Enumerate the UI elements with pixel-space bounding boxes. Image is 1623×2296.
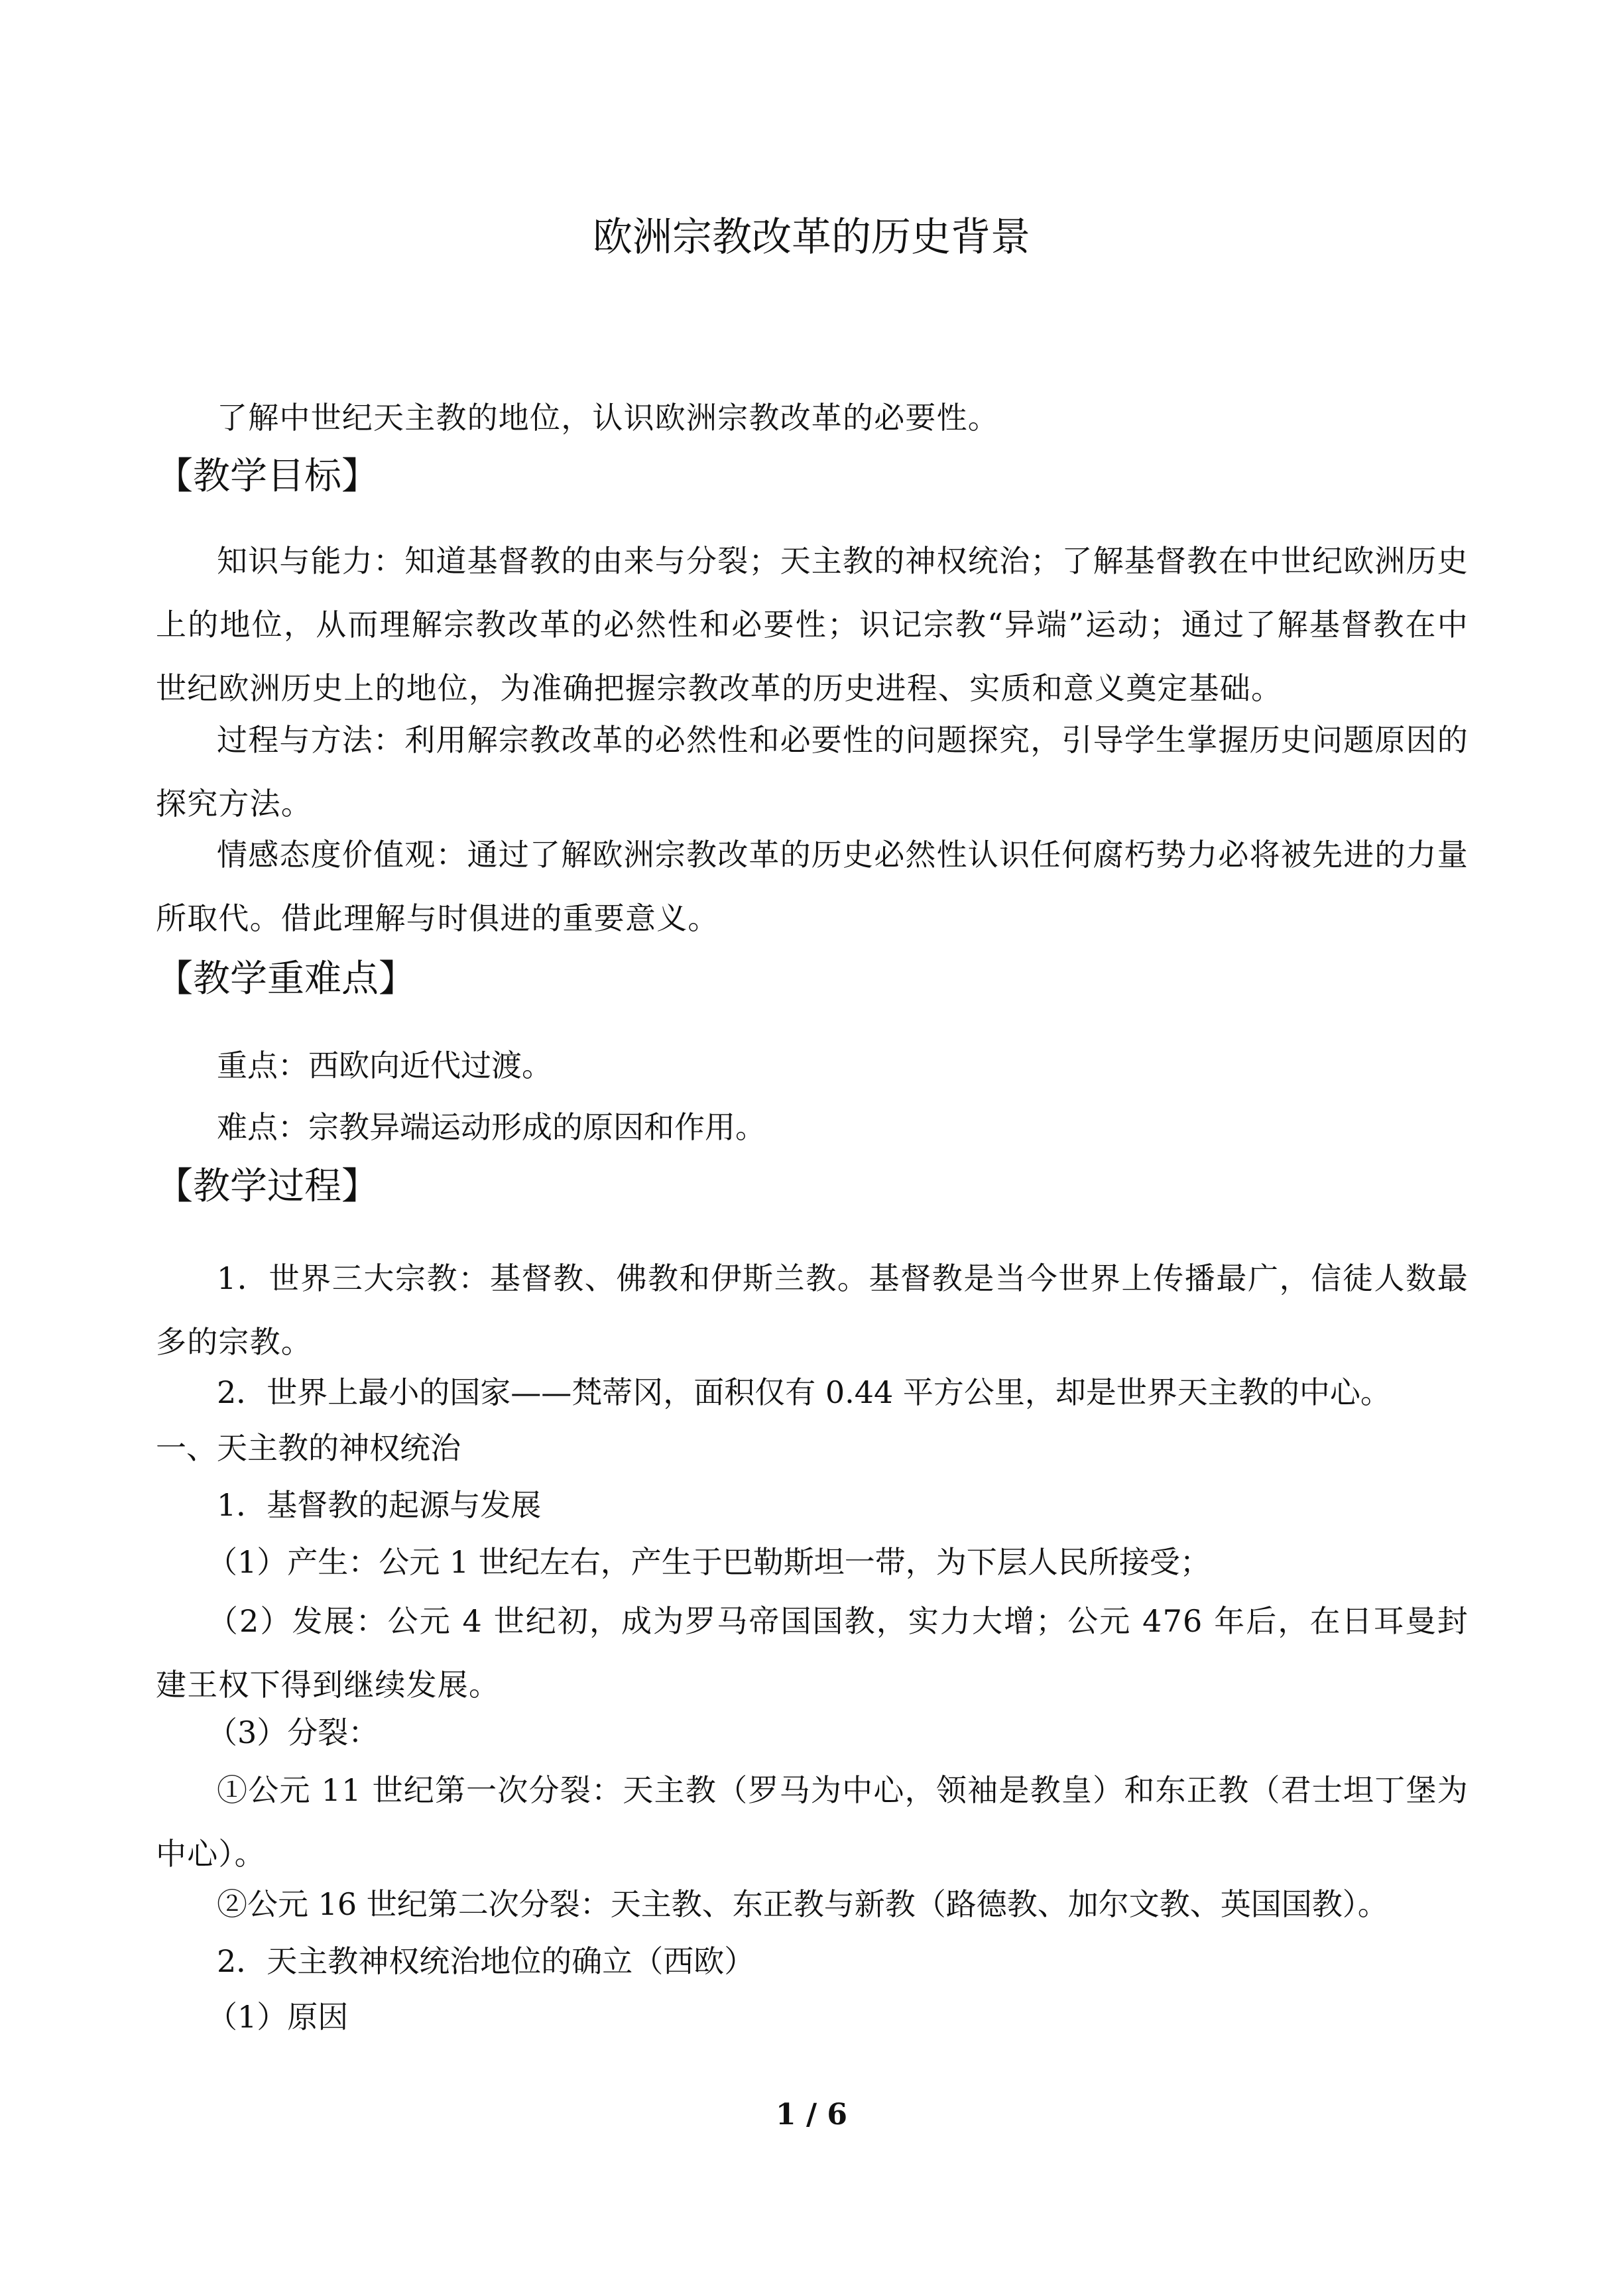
subsection-2-heading: 2．天主教神权统治地位的确立（西欧） — [217, 1943, 755, 1979]
process-p1-paragraph — [156, 1246, 1469, 1374]
objectives-heading: 【教学目标】 — [156, 455, 379, 498]
process-p2-text: 2．世界上最小的国家——梵蒂冈，面积仅有 0.44 平方公里，却是世界天主教的中心。 — [217, 1374, 1391, 1410]
subsection-1-heading: 1．基督教的起源与发展 — [217, 1487, 542, 1523]
second-split-text: ②公元 16 世纪第二次分裂：天主教、东正教与新教（路德教、加尔文教、英国国教）。 — [217, 1886, 1388, 1922]
objectives-process-paragraph — [156, 708, 1469, 835]
origin-text: （1）产生：公元 1 世纪左右，产生于巴勒斯坦一带，为下层人民所接受； — [207, 1544, 1211, 1580]
objectives-emotion-paragraph — [156, 823, 1469, 950]
development-text: （2）发展：公元 4 世纪初，成为罗马帝国国教，实力大增；公元 476 年后，在日耳曼封建王权下得到继续发展。 — [156, 1603, 1469, 1703]
objectives-emotion-text: 情感态度价值观：通过了解欧洲宗教改革的历史必然性认识任何腐朽势力必将被先进的力量所取代。借此理解与时俱进的重要意义。 — [156, 837, 1469, 936]
reason-label: （1）原因 — [207, 1999, 349, 2035]
development-paragraph — [156, 1589, 1469, 1717]
document-title: 欧洲宗教改革的历史背景 — [593, 214, 1030, 261]
difficult-point-text: 难点：宗教异端运动形成的原因和作用。 — [217, 1109, 766, 1145]
teaching-process-heading: 【教学过程】 — [156, 1165, 379, 1208]
page-number: 1 / 6 — [776, 2098, 847, 2132]
objectives-knowledge-text: 知识与能力：知道基督教的由来与分裂；天主教的神权统治；了解基督教在中世纪欧洲历史上的地位，从而理解宗教改革的必然性和必要性；识记宗教“异端”运动；通过了解基督教在中世纪欧洲历史上的地位，为准确把握宗教改革的历史进程、实质和意义奠定基础。 — [156, 543, 1469, 706]
objectives-process-text: 过程与方法：利用解宗教改革的必然性和必要性的问题探究，引导学生掌握历史问题原因的探究方法。 — [156, 722, 1469, 821]
key-points-heading: 【教学重难点】 — [156, 957, 416, 1000]
intro-paragraph — [156, 386, 1469, 450]
split-label: （3）分裂： — [207, 1715, 379, 1750]
section-one-heading: 一、天主教的神权统治 — [156, 1430, 461, 1466]
first-split-paragraph — [156, 1758, 1469, 1886]
first-split-text: ①公元 11 世纪第一次分裂：天主教（罗马为中心，领袖是教皇）和东正教（君士坦丁堡为中心）。 — [156, 1772, 1469, 1872]
intro-text: 了解中世纪天主教的地位，认识欧洲宗教改革的必要性。 — [217, 400, 999, 436]
objectives-knowledge-paragraph — [156, 529, 1469, 720]
key-point-text: 重点：西欧向近代过渡。 — [217, 1048, 552, 1083]
process-p1-text: 1．世界三大宗教：基督教、佛教和伊斯兰教。基督教是当今世界上传播最广，信徒人数最多的宗教。 — [156, 1260, 1469, 1360]
